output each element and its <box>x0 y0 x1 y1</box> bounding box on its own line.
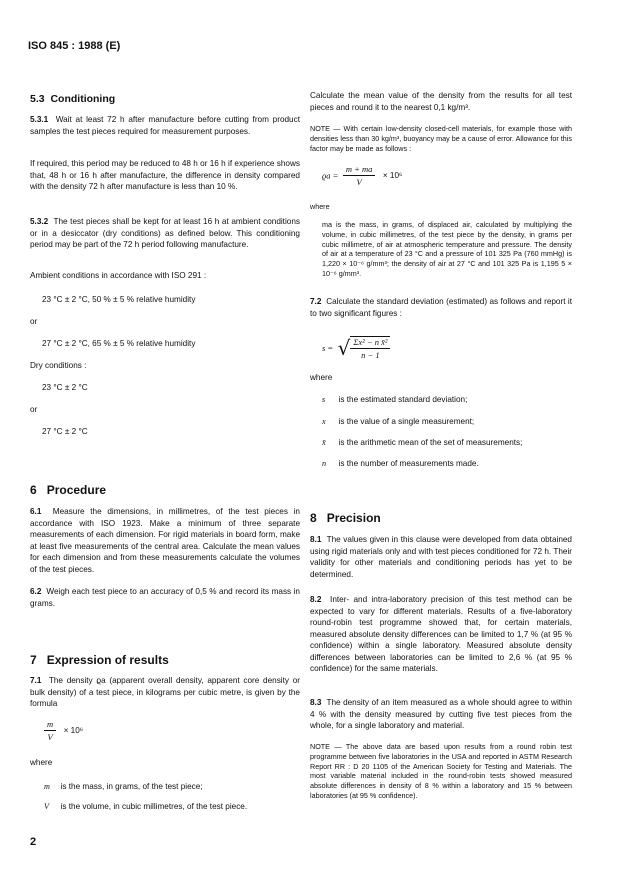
formula-std-dev: s = √ $\frac{\text{Σx² − n x̄²}}{n - 1}$ <box>322 336 390 360</box>
dry-condition-2: 27 °C ± 2 °C <box>42 427 88 436</box>
ma-definition: ma is the mass, in grams, of displaced air, calculated by multiplying the volume, in cubic millimetres, of the test piece by the density, in grams per cubic millimetre, of air at atmospheric temperature and pressure. The density of air at a temperature of 23 °C and a pressure of 101 325 Pa (760 mmHg) is 1,220 × 10⁻⁶ g/mm³; the density of air at 27 °C and 101 325 Pa is 1,195 5 × 10⁻⁶ g/mm³. <box>322 220 572 278</box>
section-number: 5.3 <box>30 93 45 105</box>
ambient-condition-1: 23 °C ± 2 °C, 50 % ± 5 % relative humidity <box>42 295 196 304</box>
where-label: where <box>30 758 53 767</box>
definition-xbar: x̄ is the arithmetic mean of the set of measurements; <box>322 438 523 447</box>
sqrt-icon: √ <box>337 336 351 360</box>
formula-denominator: V <box>47 732 53 742</box>
ambient-condition-2: 27 °C ± 2 °C, 65 % ± 5 % relative humidity <box>42 339 196 348</box>
paragraph-8-3: 8.3 The density of an item measured as a whole should agree to within 4 % with the density measured by cutting five test pieces from the whole, for a single laboratory and material. <box>310 698 572 730</box>
formula-numerator: m <box>44 719 56 731</box>
paragraph-7-1: 7.1 The density ϱa (apparent overall density, apparent core density or bulk density) of a test piece, in kilograms per cubic metre, is given by the formula <box>30 676 300 708</box>
or-text: or <box>30 317 38 326</box>
section-6-heading: 6 Procedure <box>30 483 107 497</box>
paragraph-7-2: 7.2 Calculate the standard deviation (estimated) as follows and report it to two significant figures : <box>310 297 572 318</box>
section-title: Conditioning <box>50 93 116 105</box>
dry-condition-1: 23 °C ± 2 °C <box>42 383 88 392</box>
paragraph-8-1: 8.1 The values given in this clause were developed from data obtained using rigid materials only and with test pieces conditioned for 72 h. Their validity for other materials and conditioning periods has yet to be determined. <box>310 535 572 579</box>
paragraph-5-3-2: 5.3.2 The test pieces shall be kept for at least 16 h at ambient conditions or in a desiccator (dry conditions) as defined below. This conditioning period may be part of the 72 h period following manufacture. <box>30 217 300 249</box>
section-7-heading: 7 Expression of results <box>30 653 169 667</box>
paragraph-8-2: 8.2 Inter- and intra-laboratory precision of this test method can be expected to vary for different materials. Results of a five-laboratory round-robin test programme showed that, for certain materials, measured absolute density differences can be limited to 1,7 % (at 95 % confidence) within a single laboratory. Measured absolute density differences between laboratories can be limited to 2,6 % (at 95 % confidence) for the same materials. <box>310 595 572 673</box>
note-buoyancy: NOTE — With certain low-density closed-cell materials, for example those with densities less than 30 kg/m³, buoyancy may be a cause of error. Allowance for this factor may be made as follows : <box>310 124 572 153</box>
paragraph-6-2: 6.2 Weigh each test piece to an accuracy of 0,5 % and record its mass in grams. <box>30 587 300 608</box>
document-header: ISO 845 : 1988 (E) <box>28 40 121 52</box>
definition-m: m is the mass, in grams, of the test piece; <box>44 782 203 791</box>
paragraph-5-3-1: 5.3.1 Wait at least 72 h after manufacture before cutting from product samples the test pieces required for measurement purposes. <box>30 115 300 136</box>
note-precision: NOTE — The above data are based upon results from a round robin test programme between five laboratories in the USA and reported in ASTM Research Report RR : D 20 1105 of the American Society for Testing and Materials. The most variable material included in the round-robin tests showed measured absolute differences in density of 8 % within a laboratory and 15 % between laboratories (at 95 % confidence). <box>310 742 572 800</box>
calc-mean-paragraph: Calculate the mean value of the density from the results for all test pieces and round it to the nearest 0,1 kg/m³. <box>310 91 572 112</box>
paragraph-6-1: 6.1 Measure the dimensions, in millimetres, of the test pieces in accordance with ISO 1923. Make a minimum of three separate measurements of each dimension. For rigid materials in board form, make at least five measurements of the central area. Calculate the mean values for each dimension and from these measurements calculate the volumes of the test pieces. <box>30 507 300 574</box>
section-8-heading: 8 Precision <box>310 511 381 525</box>
definition-n: n is the number of measurements made. <box>322 459 479 468</box>
where-label: where <box>310 373 333 382</box>
definition-V: V is the volume, in cubic millimetres, of the test piece. <box>44 802 248 811</box>
where-label: where <box>310 202 330 211</box>
ambient-intro: Ambient conditions in accordance with ISO 291 : <box>30 271 207 280</box>
page-number: 2 <box>30 836 37 848</box>
paragraph-5-3-1-b: If required, this period may be reduced to 48 h or 16 h if experience shows that, 48 h or 16 h after manufacture, the difference in density compared with the density 72 h after manufacture is less than 10 %. <box>30 159 300 191</box>
or-text: or <box>30 405 38 414</box>
formula-multiplier: × 10⁶ <box>63 725 84 735</box>
formula-density <box>44 719 83 742</box>
formula-buoyancy: ϱa = $\frac{m + ma}{V}$ × 10⁶ <box>322 164 403 187</box>
dry-intro: Dry conditions : <box>30 361 87 370</box>
definition-s: s is the estimated standard deviation; <box>322 395 468 404</box>
section-5-3-heading <box>30 93 115 105</box>
definition-x: x is the value of a single measurement; <box>322 417 475 426</box>
